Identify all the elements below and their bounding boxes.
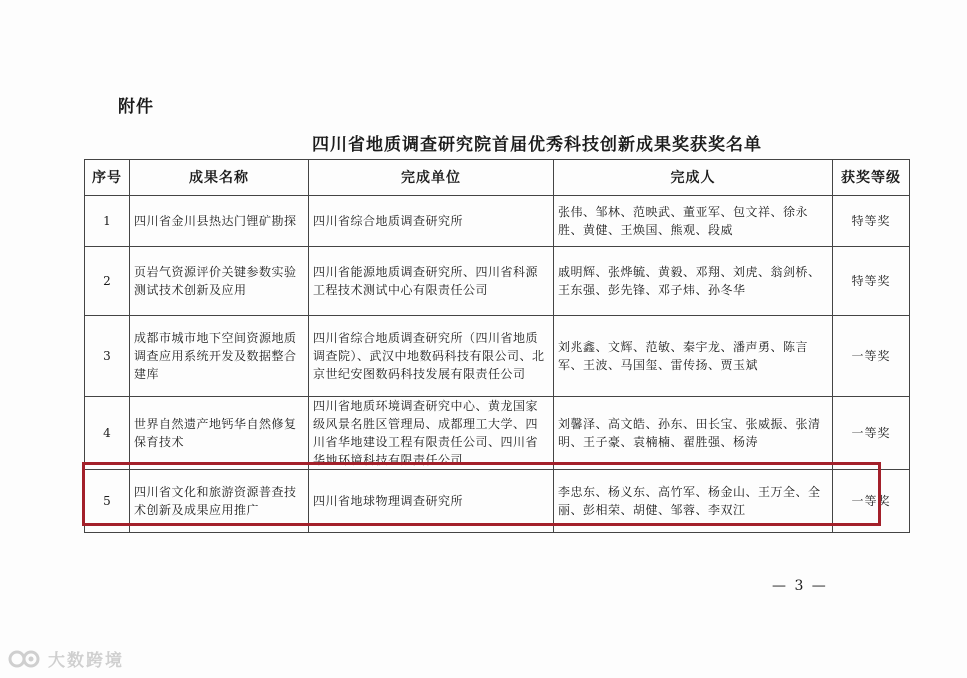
watermark	[8, 646, 124, 671]
row-people: 刘馨泽、高文皓、孙东、田长宝、张威振、张清明、王子豪、袁楠楠、翟胜强、杨涛	[554, 397, 833, 470]
row-unit: 四川省综合地质调查研究所（四川省地质调查院）、武汉中地数码科技有限公司、北京世纪安图数码科技发展有限责任公司	[309, 316, 554, 397]
header-people: 完成人	[554, 160, 833, 196]
page-number: — 3 —	[772, 578, 828, 594]
row-unit: 四川省综合地质调查研究所	[309, 196, 554, 247]
row-serial: 5	[85, 470, 130, 533]
row-serial: 3	[85, 316, 130, 397]
row-unit	[309, 397, 554, 470]
row-serial: 2	[85, 247, 130, 316]
table-row-highlighted	[85, 470, 910, 533]
row-people: 刘兆鑫、文辉、范敏、秦宇龙、潘声勇、陈言军、王波、马国玺、雷传扬、贾玉斌	[554, 316, 833, 397]
row-achievement-name: 页岩气资源评价关键参数实验测试技术创新及应用	[130, 247, 309, 316]
row-award-level: 特等奖	[833, 196, 910, 247]
table-row	[85, 316, 910, 397]
table-row	[85, 247, 910, 316]
header-serial: 序号	[85, 160, 130, 196]
row-achievement-name: 世界自然遗产地钙华自然修复保育技术	[130, 397, 309, 470]
watermark-logo-icon	[8, 648, 42, 670]
table-row	[85, 397, 910, 470]
row-award-level: 特等奖	[833, 247, 910, 316]
row-achievement-name: 成都市城市地下空间资源地质调查应用系统开发及数据整合建库	[130, 316, 309, 397]
row-serial: 1	[85, 196, 130, 247]
watermark-text: 大数跨境	[48, 651, 124, 671]
table-row	[85, 196, 910, 247]
row-unit: 四川省能源地质调查研究所、四川省科源工程技术测试中心有限责任公司	[309, 247, 554, 316]
document-title: 四川省地质调查研究院首届优秀科技创新成果奖获奖名单	[312, 135, 762, 155]
row-award-level: 一等奖	[833, 470, 910, 533]
row-people: 戚明辉、张烨毓、黄毅、邓翔、刘虎、翁剑桥、王东强、彭先锋、邓子炜、孙冬华	[554, 247, 833, 316]
header-achievement-name: 成果名称	[130, 160, 309, 196]
table-header-row	[85, 160, 910, 196]
row-award-level: 一等奖	[833, 397, 910, 470]
row-achievement-name: 四川省文化和旅游资源普查技术创新及成果应用推广	[130, 470, 309, 533]
attachment-label: 附件	[118, 97, 154, 117]
row-achievement-name: 四川省金川县热达门锂矿勘探	[130, 196, 309, 247]
row-unit: 四川省地球物理调查研究所	[309, 470, 554, 533]
row-people: 张伟、邹林、范映武、董亚军、包文祥、徐永胜、黄健、王焕国、熊观、段威	[554, 196, 833, 247]
header-award-level: 获奖等级	[833, 160, 910, 196]
row-serial: 4	[85, 397, 130, 470]
row-people: 李忠东、杨义东、高竹军、杨金山、王万全、全丽、彭相荣、胡健、邹蓉、李双江	[554, 470, 833, 533]
row-unit-text: 四川省地质环境调查研究中心、黄龙国家级风景名胜区管理局、成都理工大学、四川省华地建设工程有限责任公司、四川省华地环境科技有限责任公司	[313, 399, 539, 467]
award-table	[84, 159, 910, 533]
header-unit: 完成单位	[309, 160, 554, 196]
row-award-level: 一等奖	[833, 316, 910, 397]
